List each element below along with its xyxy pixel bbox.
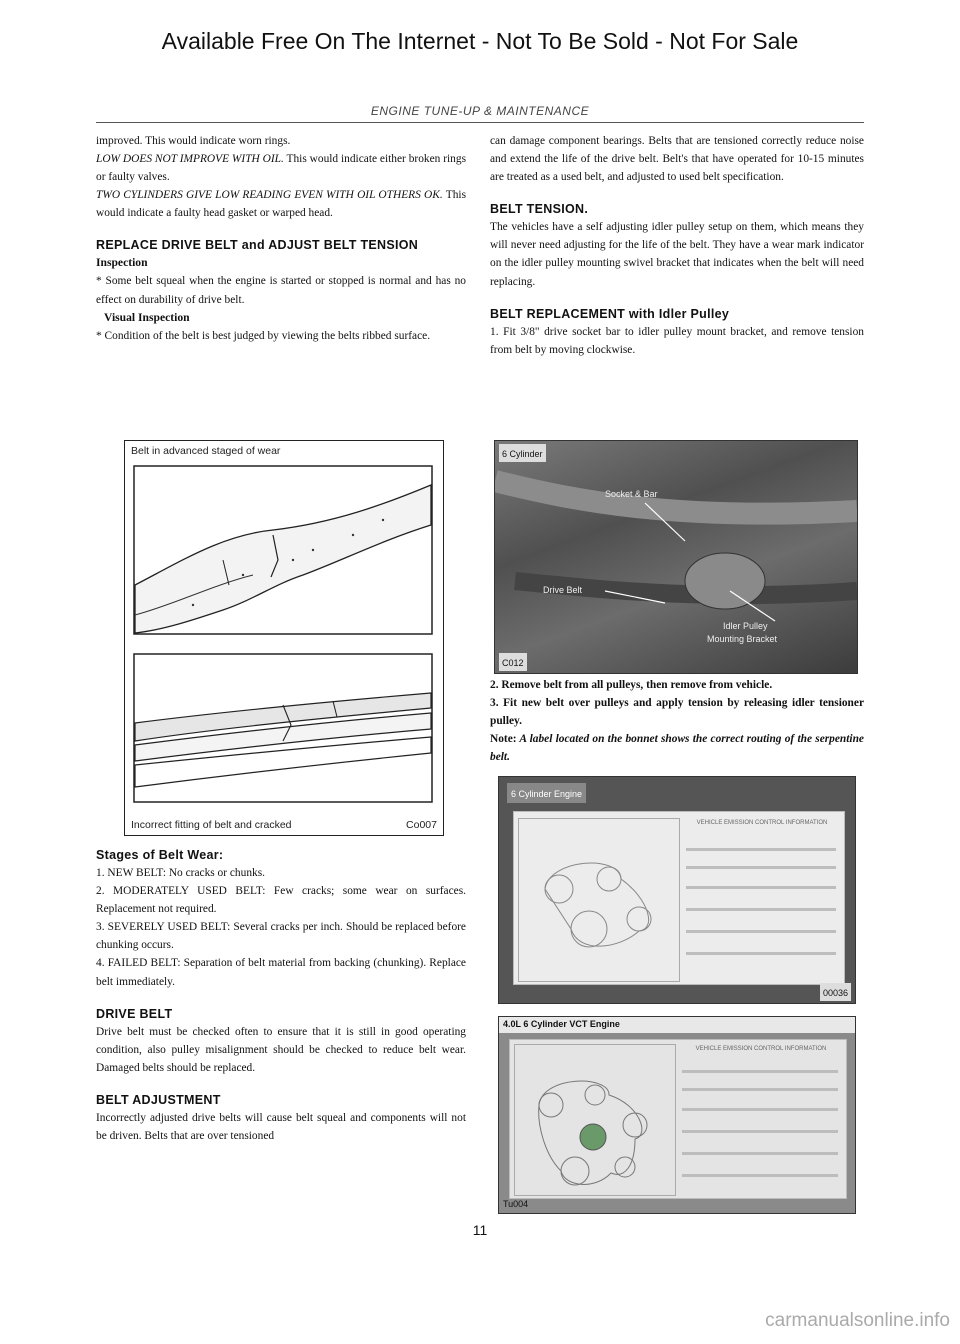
paragraph: 2. Remove belt from all pulleys, then remove from vehicle. bbox=[490, 679, 773, 691]
left-column bbox=[96, 132, 466, 345]
engine-belt-photo bbox=[494, 440, 858, 674]
routing-diagram-svg bbox=[515, 1045, 675, 1195]
subheading: Visual Inspection bbox=[104, 310, 190, 324]
decal-line bbox=[682, 1152, 838, 1155]
italic-text: TWO CYLINDERS GIVE LOW READING EVEN WITH OIL OTHERS OK. bbox=[96, 189, 443, 202]
paragraph bbox=[96, 186, 466, 222]
section-heading: REPLACE DRIVE BELT and ADJUST BELT TENSION bbox=[96, 238, 419, 253]
photo-arrows bbox=[495, 441, 857, 673]
paragraph: Drive belt must be checked often to ensure that it is still in good operating condition, also pulley misalignment should be checked to reduce belt wear. Damaged belts should be replaced. bbox=[96, 1025, 466, 1074]
left-column-lower bbox=[96, 846, 466, 1145]
photo-tag bbox=[507, 783, 586, 803]
decal-line bbox=[682, 1174, 838, 1177]
section-heading: BELT ADJUSTMENT bbox=[96, 1092, 221, 1107]
decal-line bbox=[686, 930, 836, 933]
figure-caption-top: Belt in advanced staged of wear bbox=[131, 445, 281, 457]
label-idler-pulley: Idler Pulley bbox=[723, 621, 768, 631]
photo-code-text: 00036 bbox=[822, 988, 848, 998]
text: This would indicate a faulty head gasket or warped head. bbox=[96, 189, 466, 220]
label-drive-belt: Drive Belt bbox=[543, 585, 583, 595]
right-column bbox=[490, 132, 864, 359]
photo-tag bbox=[499, 444, 546, 462]
photo-tag-bar bbox=[499, 1017, 855, 1033]
belt-wear-figure bbox=[124, 440, 444, 836]
paragraph: Incorrectly adjusted drive belts will cause belt squeal and components will not be driven. Belts that are over tensioned bbox=[96, 1111, 466, 1143]
paragraph: improved. This would indicate worn rings. bbox=[96, 135, 291, 147]
paragraph: * Some belt squeal when the engine is started or stopped is normal and has no effect on durability of drive belt. bbox=[96, 275, 466, 306]
section-heading: DRIVE BELT bbox=[96, 1006, 173, 1021]
label-socket-bar: Socket & Bar bbox=[605, 489, 658, 499]
photo-tag-text: 6 Cylinder Engine bbox=[511, 789, 583, 799]
photo-code bbox=[820, 983, 851, 1001]
decal-line bbox=[682, 1088, 838, 1091]
watermark-banner: Available Free On The Internet - Not To Be Sold - Not For Sale bbox=[161, 28, 799, 54]
subheading: Inspection bbox=[96, 256, 148, 270]
paragraph bbox=[96, 150, 466, 186]
decal-line bbox=[686, 908, 836, 911]
paragraph: can damage component bearings. Belts that are tensioned correctly reduce noise and extend the life of the drive belt. Belt's that have operated for 10-15 minutes are treated as a used belt, and adjusted to used belt specification. bbox=[490, 135, 864, 184]
section-heading: Stages of Belt Wear: bbox=[96, 848, 224, 862]
emission-decal-title: VEHICLE EMISSION CONTROL INFORMATION bbox=[695, 1046, 827, 1052]
paragraph: 2. MODERATELY USED BELT: Few cracks; some wear on surfaces. Replacement not required. bbox=[96, 885, 466, 916]
header-rule bbox=[96, 122, 864, 123]
belt-routing-diagram bbox=[514, 1044, 676, 1196]
cracked-belt-illustration bbox=[133, 653, 433, 803]
section-heading: BELT REPLACEMENT with Idler Pulley bbox=[490, 306, 730, 321]
photo-tag-text: 6 Cylinder bbox=[502, 449, 543, 459]
running-head: ENGINE TUNE-UP & MAINTENANCE bbox=[370, 104, 590, 118]
figure-caption-bottom: Incorrect fitting of belt and cracked bbox=[131, 819, 292, 831]
paragraph: 3. Fit new belt over pulleys and apply tension by releasing idler tensioner pulley. bbox=[490, 697, 864, 728]
photo-code bbox=[503, 1194, 528, 1212]
worn-belt-illustration bbox=[133, 465, 433, 635]
figure-code: Co007 bbox=[406, 819, 437, 831]
paragraph: 4. FAILED BELT: Separation of belt material from backing (chunking). Replace belt immediately. bbox=[96, 957, 466, 988]
decal-line bbox=[682, 1108, 838, 1111]
photo-code bbox=[499, 653, 527, 671]
decal-line bbox=[682, 1070, 838, 1073]
page-number: 11 bbox=[472, 1222, 488, 1238]
decal-line bbox=[686, 848, 836, 851]
emission-decal bbox=[509, 1039, 847, 1199]
paragraph: 3. SEVERELY USED BELT: Several cracks per inch. Should be replaced before chunking occurs. bbox=[96, 921, 466, 952]
paragraph: 1. Fit 3/8" drive socket bar to idler pulley mount bracket, and remove tension from belt by moving clockwise. bbox=[490, 325, 864, 356]
belt-routing-diagram bbox=[518, 818, 680, 982]
routing-diagram-svg bbox=[519, 819, 679, 981]
label-mounting-bracket: Mounting Bracket bbox=[707, 634, 778, 644]
decal-line bbox=[686, 952, 836, 955]
decal-line bbox=[686, 866, 836, 869]
photo-code-text: Tu004 bbox=[503, 1199, 529, 1209]
paragraph: The vehicles have a self adjusting idler pulley setup on them, which means they will never need adjusting for the life of the belt. They have a wear mark indicator on the idler pulley mounting swivel bracket that indicates when the belt will need replacing. bbox=[490, 221, 864, 288]
note-label: Note: bbox=[490, 733, 517, 746]
decal-line bbox=[682, 1130, 838, 1133]
emission-label-photo-vct bbox=[498, 1016, 856, 1214]
photo-tag-text: 4.0L 6 Cylinder VCT Engine bbox=[503, 1019, 620, 1029]
note-text: A label located on the bonnet shows the correct routing of the serpentine belt. bbox=[490, 733, 864, 764]
photo-code-text: C012 bbox=[502, 658, 524, 668]
right-column-lower bbox=[490, 676, 864, 766]
decal-line bbox=[686, 886, 836, 889]
italic-text: LOW DOES NOT IMPROVE WITH OIL. bbox=[96, 153, 284, 166]
emission-decal-title: VEHICLE EMISSION CONTROL INFORMATION bbox=[696, 820, 828, 826]
footer-watermark: carmanualsonline.info bbox=[765, 1310, 950, 1331]
section-heading: BELT TENSION. bbox=[490, 202, 589, 217]
text: This would indicate either broken rings or faulty valves. bbox=[96, 153, 467, 184]
paragraph: * Condition of the belt is best judged by viewing the belts ribbed surface. bbox=[96, 329, 431, 342]
paragraph bbox=[490, 730, 864, 766]
paragraph: 1. NEW BELT: No cracks or chunks. bbox=[96, 867, 265, 879]
emission-label-photo-6cyl bbox=[498, 776, 856, 1004]
emission-decal bbox=[513, 811, 845, 985]
